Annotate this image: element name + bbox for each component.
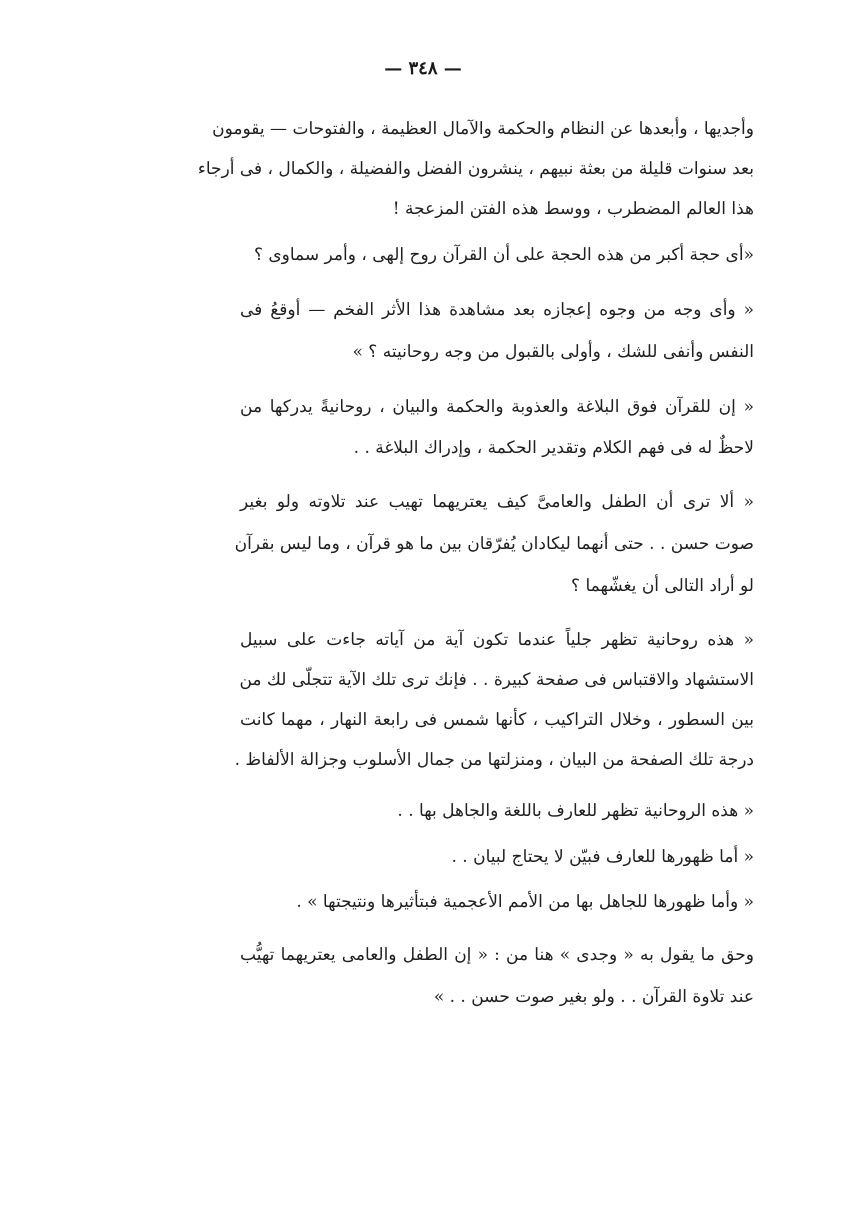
text-line: « وأى وجه من وجوه إعجازه بعد مشاهدة هذا الأثر الفخم — أوقعُ فى [240,300,754,320]
text-line: « هذه روحانية تظهر جلياً عندما تكون آية من آياته جاءت على سبيل [240,630,754,650]
text-line: وحق ما يقول به « وجدى » هنا من : « إن الطفل والعامى يعتريهما تهيُّب [240,945,754,965]
text-line: بين السطور ، وخلال التراكيب ، كأنها شمس فى رابعة النهار ، مهما كانت [240,710,754,730]
text-line: وأجديها ، وأبعدها عن النظام والحكمة والآمال العظيمة ، والفتوحات — يقومون [212,119,754,139]
text-line: النفس وأنفى للشك ، وأولى بالقبول من وجه روحانيته ؟ » [352,342,754,362]
text-line: « إن للقرآن فوق البلاغة والعذوبة والحكمة والبيان ، روحانيةً يدركها من [240,397,754,417]
text-line: عند تلاوة القرآن . . ولو بغير صوت حسن . . » [433,987,754,1007]
text-line: «أى حجة أكبر من هذه الحجة على أن القرآن روح إلهى ، وأمر سماوى ؟ [253,245,754,265]
text-line: درجة تلك الصفحة من البيان ، ومنزلتها من جمال الأسلوب وجزالة الألفاظ . [234,750,754,770]
text-line: صوت حسن . . حتى أنهما ليكادان يُفرّقان بين ما هو قرآن ، وما ليس بقرآن [234,534,754,554]
text-line: « أما ظهورها للعارف فبيّن لا يحتاج لبيان . . [451,847,754,867]
text-line: « وأما ظهورها للجاهل بها من الأمم الأعجمية فبتأثيرها ونتيجتها » . [296,892,754,912]
text-line: لو أراد التالى أن يغشّهما ؟ [571,576,754,596]
text-line: « هذه الروحانية تظهر للعارف باللغة والجاهل بها . . [397,801,754,821]
text-line: لاحظٌ له فى فهم الكلام وتقدير الحكمة ، وإدراك البلاغة . . [353,438,754,458]
text-line: « ألا ترى أن الطفل والعامىَّ كيف يعتريهما تهيب عند تلاوته ولو بغير [240,492,754,512]
text-line: الاستشهاد والاقتباس فى صفحة كبيرة . . فإنك ترى تلك الآية تتجلّى لك من [239,670,754,690]
text-line: هذا العالم المضطرب ، ووسط هذه الفتن المزعجة ! [392,199,754,219]
text-line: بعد سنوات قليلة من بعثة نبيهم ، ينشرون الفضل والفضيلة ، والكمال ، فى أرجاء [197,159,754,179]
page-number: — ٣٤٨ — [384,58,462,79]
